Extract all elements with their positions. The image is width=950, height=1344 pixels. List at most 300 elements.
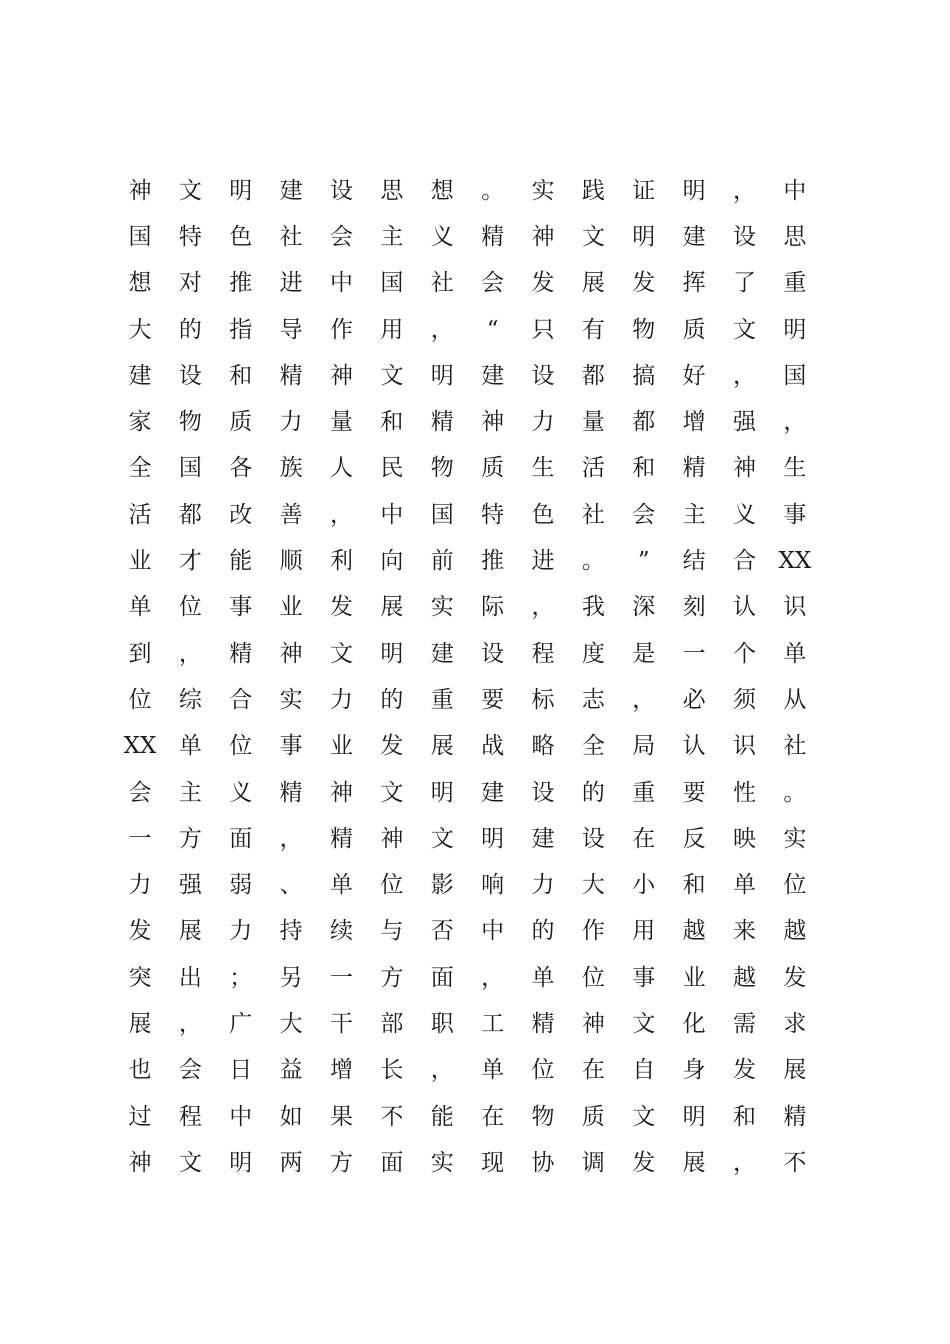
glyph: 发 xyxy=(632,270,656,297)
glyph: 越 xyxy=(783,918,807,945)
glyph: 建 xyxy=(430,640,454,667)
text-line xyxy=(115,770,820,816)
glyph: 实 xyxy=(783,825,807,852)
glyph: ” xyxy=(637,548,650,575)
glyph: 从 xyxy=(783,686,807,713)
glyph: 发 xyxy=(380,733,404,760)
glyph: 会 xyxy=(128,779,152,806)
glyph: 文 xyxy=(632,1010,656,1037)
glyph: 义 xyxy=(229,779,253,806)
glyph: 发 xyxy=(632,1149,656,1176)
text-line xyxy=(115,585,820,631)
glyph: 神 xyxy=(279,640,303,667)
glyph: 弱 xyxy=(229,872,253,899)
glyph: 单 xyxy=(330,872,353,899)
glyph: 事 xyxy=(783,501,807,528)
glyph: 国 xyxy=(178,455,202,482)
glyph: 否 xyxy=(430,918,454,945)
text-line xyxy=(115,538,820,584)
glyph: 大 xyxy=(128,316,152,343)
glyph: 活 xyxy=(581,455,605,482)
glyph: 方 xyxy=(330,1149,353,1176)
glyph: 会 xyxy=(330,223,353,250)
glyph: 展 xyxy=(380,594,404,621)
glyph: 大 xyxy=(279,1010,303,1037)
glyph: 的 xyxy=(178,316,202,343)
glyph: 明 xyxy=(430,779,454,806)
glyph: 实 xyxy=(531,177,555,204)
glyph: 响 xyxy=(481,872,505,899)
glyph: 国 xyxy=(380,270,404,297)
glyph: 社 xyxy=(581,501,605,528)
glyph: 中 xyxy=(229,1103,253,1130)
glyph: 设 xyxy=(531,779,555,806)
glyph: 是 xyxy=(632,640,656,667)
glyph: 向 xyxy=(380,548,404,575)
glyph: 设 xyxy=(581,825,605,852)
glyph: 特 xyxy=(481,501,505,528)
glyph: 略 xyxy=(531,733,555,760)
glyph: 文 xyxy=(178,1149,202,1176)
glyph: 文 xyxy=(178,177,202,204)
glyph: 的 xyxy=(581,779,605,806)
glyph: 单 xyxy=(178,733,202,760)
glyph: 质 xyxy=(581,1103,605,1130)
glyph: ， xyxy=(481,964,505,991)
glyph: 明 xyxy=(682,1103,706,1130)
glyph: 族 xyxy=(279,455,303,482)
body-text xyxy=(115,168,820,1187)
glyph: 的 xyxy=(380,686,404,713)
glyph: ， xyxy=(178,1010,202,1037)
glyph: 文 xyxy=(380,779,404,806)
glyph: 认 xyxy=(733,594,756,621)
glyph: 文 xyxy=(380,362,404,389)
glyph: 在 xyxy=(481,1103,505,1130)
glyph: 物 xyxy=(531,1103,555,1130)
glyph: 作 xyxy=(581,918,605,945)
glyph: 强 xyxy=(733,409,756,436)
glyph: 反 xyxy=(682,825,706,852)
glyph: 主 xyxy=(380,223,404,250)
glyph: 中 xyxy=(330,270,353,297)
glyph: 明 xyxy=(229,1149,253,1176)
glyph: 局 xyxy=(632,733,656,760)
glyph: 中 xyxy=(481,918,505,945)
glyph: 业 xyxy=(128,548,152,575)
glyph: 重 xyxy=(430,686,454,713)
glyph: 要 xyxy=(481,686,505,713)
glyph: 工 xyxy=(481,1010,505,1037)
glyph: 精 xyxy=(330,825,353,852)
glyph: 自 xyxy=(632,1057,656,1084)
glyph: 到 xyxy=(128,640,152,667)
glyph: 主 xyxy=(178,779,202,806)
glyph: 实 xyxy=(430,1149,454,1176)
glyph: 度 xyxy=(581,640,605,667)
glyph: 对 xyxy=(178,270,202,297)
glyph: 精 xyxy=(682,455,706,482)
glyph: 大 xyxy=(581,872,605,899)
glyph: 的 xyxy=(531,918,555,945)
glyph: 设 xyxy=(178,362,202,389)
glyph: 和 xyxy=(380,409,404,436)
glyph: 神 xyxy=(330,362,353,389)
glyph: 和 xyxy=(682,872,706,899)
glyph: 化 xyxy=(682,1010,706,1037)
glyph: ， xyxy=(430,316,454,343)
text-line xyxy=(115,492,820,538)
glyph: ， xyxy=(733,1149,756,1176)
glyph: 部 xyxy=(380,1010,404,1037)
text-line xyxy=(115,677,820,723)
glyph: 文 xyxy=(581,223,605,250)
glyph: 社 xyxy=(279,223,303,250)
glyph: 强 xyxy=(178,872,202,899)
glyph: 文 xyxy=(632,1103,656,1130)
text-line xyxy=(115,446,820,492)
glyph: 益 xyxy=(279,1057,303,1084)
glyph: 能 xyxy=(229,548,253,575)
glyph: 发 xyxy=(128,918,152,945)
glyph: 文 xyxy=(733,316,756,343)
glyph: 明 xyxy=(430,362,454,389)
glyph: 都 xyxy=(178,501,202,528)
glyph: 建 xyxy=(682,223,706,250)
glyph: 物 xyxy=(178,409,202,436)
glyph: XX xyxy=(123,733,157,760)
glyph: ， xyxy=(430,1057,454,1084)
glyph: 。 xyxy=(481,177,505,204)
glyph: 有 xyxy=(581,316,605,343)
glyph: 发 xyxy=(783,964,807,991)
glyph: 增 xyxy=(330,1057,353,1084)
glyph: 力 xyxy=(229,918,253,945)
glyph: 神 xyxy=(733,455,756,482)
glyph: 全 xyxy=(128,455,152,482)
glyph: 量 xyxy=(330,409,353,436)
glyph: 前 xyxy=(430,548,454,575)
glyph: 明 xyxy=(632,223,656,250)
glyph: 面 xyxy=(380,1149,404,1176)
glyph: 力 xyxy=(330,686,353,713)
glyph: 、 xyxy=(279,872,303,899)
glyph: 展 xyxy=(128,1010,152,1037)
glyph: 主 xyxy=(682,501,706,528)
glyph: 如 xyxy=(279,1103,303,1130)
glyph: 精 xyxy=(481,223,505,250)
glyph: 位 xyxy=(380,872,404,899)
glyph: 广 xyxy=(229,1010,253,1037)
glyph: 际 xyxy=(481,594,505,621)
glyph: 展 xyxy=(430,733,454,760)
glyph: 神 xyxy=(481,409,505,436)
text-line xyxy=(115,816,820,862)
glyph: ； xyxy=(229,964,253,991)
glyph: 我 xyxy=(581,594,605,621)
glyph: 识 xyxy=(783,594,807,621)
glyph: 标 xyxy=(531,686,555,713)
glyph: 发 xyxy=(531,270,555,297)
glyph: 明 xyxy=(229,177,253,204)
glyph: 各 xyxy=(229,455,253,482)
glyph: 力 xyxy=(128,872,152,899)
glyph: 设 xyxy=(531,362,555,389)
glyph: 出 xyxy=(178,964,202,991)
glyph: 国 xyxy=(783,362,807,389)
text-line xyxy=(115,168,820,214)
glyph: 搞 xyxy=(632,362,656,389)
glyph: 身 xyxy=(682,1057,706,1084)
glyph: 精 xyxy=(279,779,303,806)
glyph: 重 xyxy=(783,270,807,297)
glyph: 位 xyxy=(581,964,605,991)
glyph: 神 xyxy=(380,825,404,852)
glyph: 综 xyxy=(178,686,202,713)
glyph: 越 xyxy=(733,964,756,991)
glyph: 合 xyxy=(733,548,756,575)
glyph: 国 xyxy=(430,501,454,528)
text-line xyxy=(115,909,820,955)
glyph: 一 xyxy=(128,825,152,852)
text-line xyxy=(115,631,820,677)
text-line xyxy=(115,307,820,353)
glyph: 刻 xyxy=(682,594,706,621)
glyph: 一 xyxy=(682,640,706,667)
glyph: 力 xyxy=(531,409,555,436)
glyph: 精 xyxy=(531,1010,555,1037)
glyph: 单 xyxy=(531,964,555,991)
glyph: 善 xyxy=(279,501,303,528)
glyph: ， xyxy=(733,177,756,204)
glyph: 生 xyxy=(783,455,807,482)
glyph: 文 xyxy=(330,640,353,667)
glyph: 事 xyxy=(229,594,253,621)
glyph: 影 xyxy=(430,872,454,899)
glyph: 位 xyxy=(229,733,253,760)
glyph: 会 xyxy=(178,1057,202,1084)
glyph: 业 xyxy=(279,594,303,621)
glyph: 深 xyxy=(632,594,656,621)
glyph: 识 xyxy=(733,733,756,760)
glyph: 证 xyxy=(632,177,656,204)
glyph: 面 xyxy=(229,825,253,852)
glyph: 进 xyxy=(279,270,303,297)
glyph: 活 xyxy=(128,501,152,528)
glyph: 重 xyxy=(632,779,656,806)
glyph: 长 xyxy=(380,1057,404,1084)
glyph: 不 xyxy=(783,1149,807,1176)
text-line xyxy=(115,214,820,260)
glyph: ， xyxy=(632,686,656,713)
glyph: 越 xyxy=(682,918,706,945)
glyph: 用 xyxy=(632,918,656,945)
glyph: 业 xyxy=(682,964,706,991)
glyph: 好 xyxy=(682,362,706,389)
glyph: 现 xyxy=(481,1149,505,1176)
glyph: 实 xyxy=(279,686,303,713)
glyph: 。 xyxy=(581,548,605,575)
glyph: 色 xyxy=(229,223,253,250)
text-line xyxy=(115,862,820,908)
glyph: 建 xyxy=(531,825,555,852)
glyph: 面 xyxy=(430,964,454,991)
glyph: 神 xyxy=(128,177,152,204)
glyph: 必 xyxy=(682,686,706,713)
glyph: 不 xyxy=(380,1103,404,1130)
glyph: 位 xyxy=(178,594,202,621)
glyph: 国 xyxy=(128,223,152,250)
glyph: 建 xyxy=(481,779,505,806)
glyph: 在 xyxy=(581,1057,605,1084)
glyph: 中 xyxy=(380,501,404,528)
text-line xyxy=(115,1048,820,1094)
glyph: 利 xyxy=(330,548,353,575)
glyph: 单 xyxy=(783,640,807,667)
text-line xyxy=(115,1140,820,1186)
glyph: 和 xyxy=(632,455,656,482)
glyph: 增 xyxy=(682,409,706,436)
glyph: 明 xyxy=(481,825,505,852)
glyph: 一 xyxy=(330,964,353,991)
glyph: 调 xyxy=(581,1149,605,1176)
glyph: 想 xyxy=(128,270,152,297)
glyph: 事 xyxy=(279,733,303,760)
glyph: 明 xyxy=(380,640,404,667)
glyph: 位 xyxy=(783,872,807,899)
glyph: 思 xyxy=(783,223,807,250)
glyph: 展 xyxy=(178,918,202,945)
text-line xyxy=(115,955,820,1001)
glyph: 用 xyxy=(380,316,404,343)
glyph: 义 xyxy=(733,501,756,528)
glyph: 展 xyxy=(682,1149,706,1176)
glyph: 神 xyxy=(330,779,353,806)
glyph: 合 xyxy=(229,686,253,713)
glyph: 指 xyxy=(229,316,253,343)
glyph: 实 xyxy=(430,594,454,621)
glyph: 须 xyxy=(733,686,756,713)
glyph: 社 xyxy=(783,733,807,760)
glyph: 明 xyxy=(783,316,807,343)
glyph: 才 xyxy=(178,548,202,575)
glyph: ， xyxy=(330,501,353,528)
glyph: ， xyxy=(178,640,202,667)
glyph: 映 xyxy=(733,825,756,852)
glyph: 果 xyxy=(330,1103,353,1130)
glyph: 也 xyxy=(128,1057,152,1084)
glyph: 改 xyxy=(229,501,253,528)
glyph: 展 xyxy=(783,1057,807,1084)
glyph: 结 xyxy=(682,548,706,575)
glyph: 方 xyxy=(178,825,202,852)
glyph: 社 xyxy=(430,270,454,297)
glyph: 战 xyxy=(481,733,505,760)
glyph: 精 xyxy=(430,409,454,436)
glyph: 人 xyxy=(330,455,353,482)
glyph: 职 xyxy=(430,1010,454,1037)
glyph: 质 xyxy=(682,316,706,343)
glyph: 突 xyxy=(128,964,152,991)
glyph: 神 xyxy=(581,1010,605,1037)
glyph: 和 xyxy=(229,362,253,389)
glyph: 与 xyxy=(380,918,404,945)
glyph: 中 xyxy=(783,177,807,204)
glyph: 协 xyxy=(531,1149,555,1176)
glyph: 和 xyxy=(733,1103,756,1130)
glyph: 建 xyxy=(128,362,152,389)
glyph: 来 xyxy=(733,918,756,945)
glyph: 民 xyxy=(380,455,404,482)
glyph: 。 xyxy=(783,779,807,806)
glyph: “ xyxy=(486,316,499,343)
glyph: 都 xyxy=(581,362,605,389)
glyph: 了 xyxy=(733,270,756,297)
glyph: 思 xyxy=(380,177,404,204)
text-line xyxy=(115,399,820,445)
glyph: 质 xyxy=(481,455,505,482)
glyph: 都 xyxy=(632,409,656,436)
glyph: 过 xyxy=(128,1103,152,1130)
glyph: 干 xyxy=(330,1010,353,1037)
glyph: 发 xyxy=(733,1057,756,1084)
glyph: 需 xyxy=(733,1010,756,1037)
glyph: 生 xyxy=(531,455,555,482)
glyph: 位 xyxy=(531,1057,555,1084)
glyph: 持 xyxy=(279,918,303,945)
glyph: 小 xyxy=(632,872,656,899)
glyph: 物 xyxy=(632,316,656,343)
glyph: ， xyxy=(733,362,756,389)
glyph: 神 xyxy=(531,223,555,250)
glyph: 求 xyxy=(783,1010,807,1037)
glyph: 性 xyxy=(733,779,756,806)
glyph: 只 xyxy=(531,316,555,343)
glyph: 量 xyxy=(581,409,605,436)
glyph: 神 xyxy=(128,1149,152,1176)
glyph: 义 xyxy=(430,223,454,250)
glyph: 导 xyxy=(279,316,303,343)
glyph: ， xyxy=(531,594,555,621)
glyph: 质 xyxy=(229,409,253,436)
text-line xyxy=(115,724,820,770)
glyph: 能 xyxy=(430,1103,454,1130)
glyph: 程 xyxy=(531,640,555,667)
glyph: 业 xyxy=(330,733,353,760)
glyph: ， xyxy=(783,409,807,436)
glyph: 设 xyxy=(481,640,505,667)
glyph: 特 xyxy=(178,223,202,250)
glyph: 推 xyxy=(229,270,253,297)
glyph: 另 xyxy=(279,964,303,991)
glyph: 设 xyxy=(733,223,756,250)
glyph: 在 xyxy=(632,825,656,852)
glyph: 位 xyxy=(128,686,152,713)
glyph: 续 xyxy=(330,918,353,945)
glyph: 践 xyxy=(581,177,605,204)
glyph: 进 xyxy=(531,548,555,575)
glyph: 明 xyxy=(682,177,706,204)
text-line xyxy=(115,353,820,399)
glyph: 作 xyxy=(330,316,353,343)
glyph: 志 xyxy=(581,686,605,713)
glyph: 个 xyxy=(733,640,756,667)
glyph: 单 xyxy=(481,1057,505,1084)
glyph: 设 xyxy=(330,177,353,204)
text-line xyxy=(115,261,820,307)
glyph: 单 xyxy=(128,594,152,621)
glyph: 发 xyxy=(330,594,353,621)
